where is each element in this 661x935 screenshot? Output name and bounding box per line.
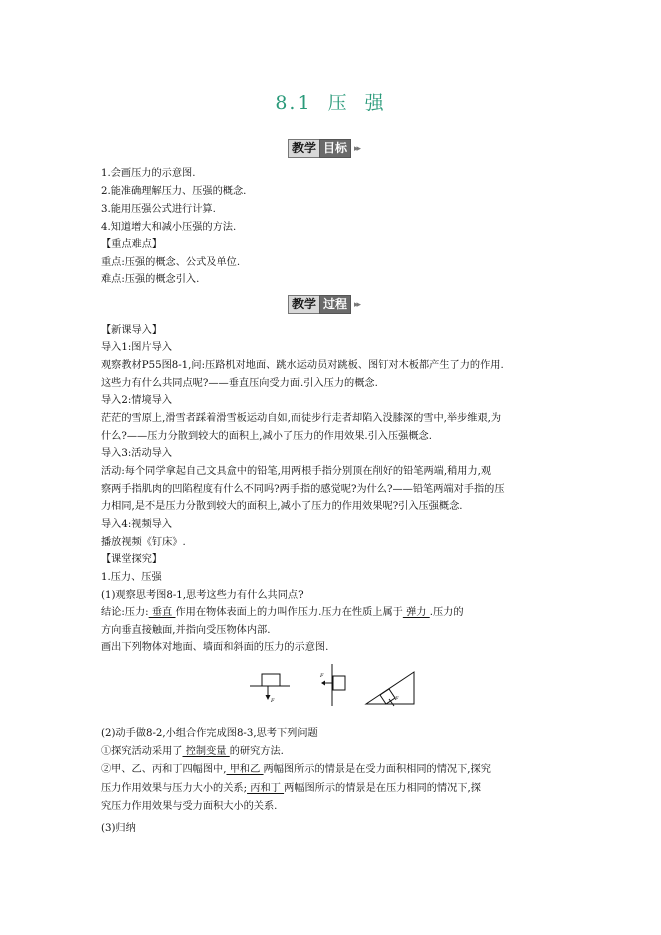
intro1-line1: 观察教材P55图8-1,问:压路机对地面、跳水运动员对跳板、图钉对木板都产生了力的作用. [101, 360, 504, 371]
intro-heading: 【新课导入】 [101, 325, 163, 336]
force-diagrams [248, 662, 418, 708]
double-arrow-icon: ▸▸ [354, 299, 360, 310]
wall-block-diagram [319, 664, 345, 706]
badge-part-a: 教学 [288, 295, 319, 314]
goal-1: 1.会画压力的示意图. [101, 168, 196, 179]
question3: (3)归纳 [101, 823, 136, 834]
q2-2-text-a: ②甲、乙、丙和丁四幅图中, [101, 764, 227, 775]
key-heading: 【重点难点】 [101, 239, 163, 250]
teaching-process-badge [288, 296, 359, 313]
double-arrow-icon: ▸▸ [354, 143, 360, 154]
key-point: 重点:压强的概念、公式及单位. [101, 257, 241, 268]
incline-block-diagram [366, 672, 414, 706]
conclusion-line2: 方向垂直接触面,并指向受压物体内部. [101, 625, 271, 636]
q2-2-l2-text-a: 压力作用效果与压力大小的关系; [101, 783, 248, 794]
question2: (2)动手做8-2,小组合作完成图8-3,思考下列问题 [101, 728, 318, 739]
ground-block-diagram [250, 674, 290, 704]
force-label-f: F [320, 673, 324, 679]
page-title [0, 88, 661, 115]
difficulty: 难点:压强的概念引入. [101, 274, 200, 285]
goal-2: 2.能准确理解压力、压强的概念. [101, 186, 247, 197]
title-word-1: 压 [327, 92, 349, 114]
question2-item2-line2 [101, 782, 481, 796]
title-number: 8.1 [275, 92, 312, 114]
intro4-line1: 播放视频《钉床》. [101, 537, 186, 548]
q2-2-l2-text-b: 两幅图所示的情景是在压力相同的情况下,探 [284, 783, 481, 794]
conclusion-line1 [101, 606, 464, 620]
conclusion-text-c: .压力的 [429, 607, 464, 618]
answer-blank-1: 垂直 [148, 607, 176, 618]
goal-4: 4.知道增大和减小压强的方法. [101, 222, 237, 233]
explore-heading: 【课堂探究】 [101, 554, 163, 565]
question2-item1 [101, 745, 284, 759]
badge-part-b: 目标 [319, 139, 351, 158]
section1-title: 1.压力、压强 [101, 572, 162, 583]
answer-blank-5: 丙和丁 [247, 783, 285, 794]
badge-part-a: 教学 [288, 139, 319, 158]
answer-blank-4: 甲和乙 [226, 764, 264, 775]
intro3-line3: 力相同,是不是压力分散到较大的面积上,减小了压力的作用效果呢?引入压强概念. [101, 501, 463, 512]
answer-blank-2: 弹力 [402, 607, 430, 618]
question2-item2-line3: 究压力作用效果与受力面积大小的关系. [101, 801, 278, 812]
intro3-line1: 活动:每个同学拿起自己文具盒中的铅笔,用两根手指分别顶在削好的铅笔两端,稍用力,观 [101, 466, 492, 477]
section1-question1: (1)观察思考图8-1,思考这些力有什么共同点? [101, 590, 304, 601]
q2-1-text-a: ①探究活动采用了 [101, 746, 183, 757]
intro1-title: 导入1:图片导入 [101, 342, 173, 353]
answer-blank-3: 控制变量 [182, 746, 230, 757]
intro2-line2: 什么?——压力分散到较大的面积上,减小了压力的作用效果.引入压强概念. [101, 431, 432, 442]
goal-3: 3.能用压强公式进行计算. [101, 204, 216, 215]
intro1-line2: 这些力有什么共同点呢?——垂直压向受力面.引入压力的概念. [101, 378, 378, 389]
force-label-f: F [271, 698, 275, 704]
intro3-title: 导入3:活动导入 [101, 448, 173, 459]
intro2-line1: 茫茫的雪原上,滑雪者踩着滑雪板运动自如,而徒步行走者却陷入没膝深的雪中,举步维艰,为 [101, 413, 502, 424]
teaching-goals-badge [288, 140, 359, 157]
force-label-f: F [395, 696, 399, 702]
intro3-line2: 察两手指肌肉的凹陷程度有什么不同吗?两手指的感觉呢?为什么?——铅笔两端对手指的压 [101, 484, 505, 495]
draw-instruction: 画出下列物体对地面、墙面和斜面的压力的示意图. [101, 642, 329, 653]
conclusion-text-b: 作用在物体表面上的力叫作压力.压力在性质上属于 [175, 607, 403, 618]
q2-1-text-b: 的研究方法. [229, 746, 284, 757]
question2-item2-line1 [101, 763, 491, 777]
badge-part-b: 过程 [319, 295, 351, 314]
intro2-title: 导入2:情境导入 [101, 395, 173, 406]
q2-2-text-b: 两幅图所示的情景是在受力面积相同的情况下,探究 [263, 764, 491, 775]
title-word-2: 强 [364, 92, 386, 114]
intro4-title: 导入4:视频导入 [101, 519, 173, 530]
conclusion-text-a: 结论:压力: [101, 607, 149, 618]
